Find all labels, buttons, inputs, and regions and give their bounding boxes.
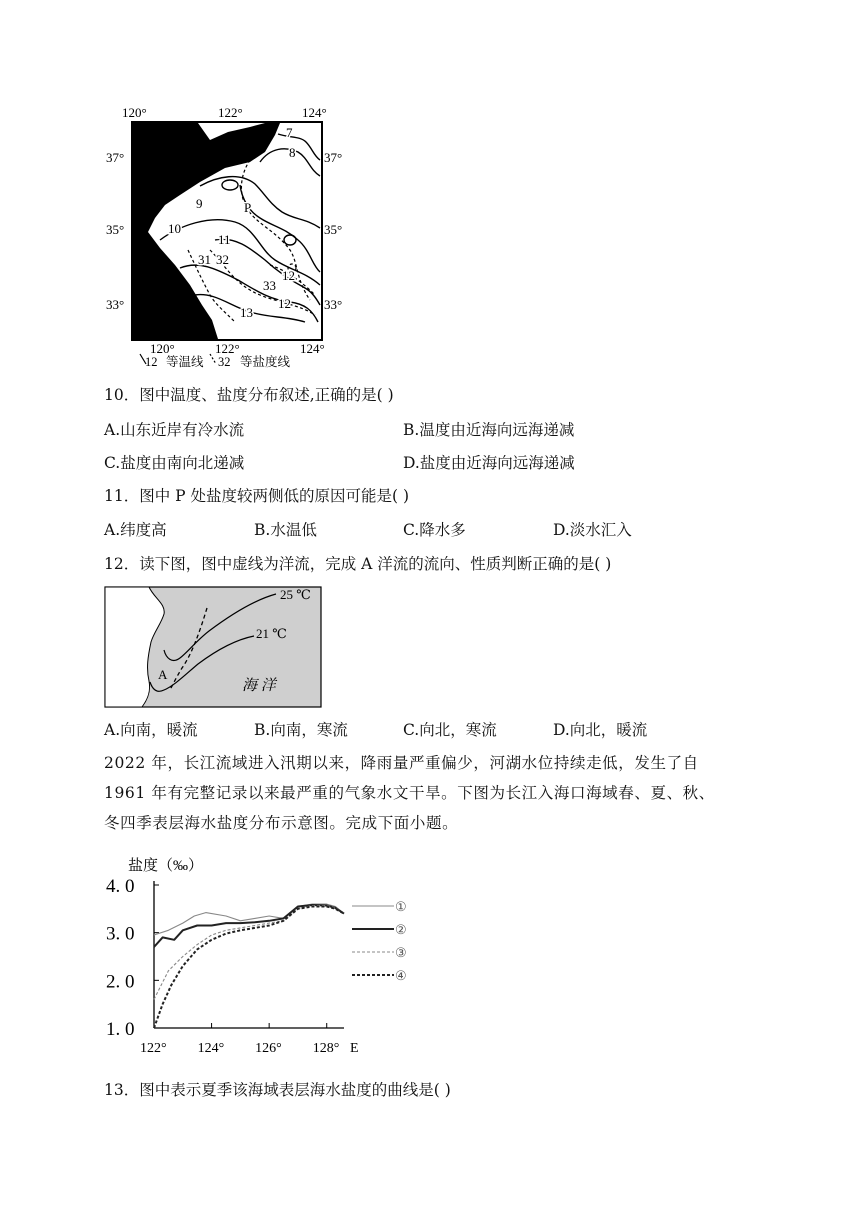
q10-option-c[interactable]: C.盐度由南向北递减 [104,454,245,472]
map1-lat-right-1: 35° [324,222,343,237]
map1-lon-top-0: 120° [122,105,147,120]
map1-isotherm-label: 8 [289,145,296,160]
q12-option-a[interactable]: A.向南，暖流 [104,721,198,739]
chart-legend-label-3: ③ [395,945,407,960]
chart-y-tick-label: 4. 0 [106,876,135,897]
map1-isotherm-label: 11 [218,232,231,247]
isotherm-isohaline-map [100,100,360,375]
map1-lon-bottom-1: 122° [215,341,240,356]
map1-lon-bottom-2: 124° [300,341,325,356]
map1-isotherm-label: 12 [282,268,295,283]
map1-lon-top-2: 124° [302,105,327,120]
chart-y-tick-label: 2. 0 [106,971,135,993]
map2-iso-25-label: 25 ℃ [280,587,311,602]
chart-y-tick-label: 3. 0 [106,923,135,945]
chart-legend-label-4: ④ [395,968,407,983]
map1-legend-iso-num: 12 [145,355,158,369]
salinity-chart [104,848,424,1063]
q10-option-d[interactable]: D.盐度由近海向远海递减 [403,454,575,472]
q10-option-b[interactable]: B.温度由近海向远海递减 [403,421,575,439]
q11-option-b[interactable]: B.水温低 [254,521,317,539]
map1-isotherm-label: 7 [286,125,293,140]
map1-lon-top-1: 122° [218,105,243,120]
map1-legend-iso-text: 等温线 [166,355,204,369]
q11-stem: 11．图中 P 处盐度较两侧低的原因可能是( ) [104,487,410,505]
map1-isohaline-label: 31 [198,252,211,267]
map1-isotherm-label: 13 [240,305,253,320]
chart-x-label: E [350,1041,359,1056]
q11-option-c[interactable]: C.降水多 [403,521,466,539]
map1-isotherm-label: 12 [278,296,291,311]
map1-lat-right-0: 37° [324,150,343,165]
q12-option-c[interactable]: C.向北，寒流 [403,721,497,739]
q10-option-a[interactable]: A.山东近岸有冷水流 [104,421,245,439]
chart-legend-label-1: ① [395,899,407,914]
chart-series [154,904,344,1028]
q12-stem: 12．读下图，图中虚线为洋流，完成 A 洋流的流向、性质判断正确的是( ) [104,555,612,573]
chart-ticks [106,876,359,1056]
map1-lon-bottom-0: 120° [150,341,175,356]
map1-isotherm-label: 10 [168,221,181,236]
q10-stem: 10．图中温度、盐度分布叙述,正确的是( ) [104,386,394,404]
map1-lat-left-0: 37° [106,150,125,165]
intro-line-2: 1961 年有完整记录以来最严重的气象水文干旱。下图为长江入海口海域春、夏、秋、 [104,784,715,802]
map2-sea-label: 海 洋 [242,678,276,694]
chart-axes [154,881,344,1028]
map2-iso-21-label: 21 ℃ [256,626,287,641]
map1-lat-left-2: 33° [106,297,125,312]
map1-isohaline-label: 32 [216,252,229,267]
q13-stem: 13．图中表示夏季该海域表层海水盐度的曲线是( ) [104,1081,451,1099]
chart-x-tick-label: 122° [140,1041,167,1056]
chart-x-tick-label: 128° [312,1041,340,1056]
chart-legend [352,899,407,983]
q12-option-b[interactable]: B.向南，寒流 [254,721,348,739]
chart-x-tick-label: 126° [255,1041,282,1056]
chart-x-tick-label: 124° [197,1041,225,1056]
chart-legend-label-2: ② [395,922,407,937]
q12-option-d[interactable]: D.向北，暖流 [553,721,648,739]
q11-option-d[interactable]: D.淡水汇入 [553,521,632,539]
map1-legend-hal-text: 等盐度线 [240,355,291,369]
intro-paragraph [104,748,784,838]
map1-isohaline-label: 33 [263,278,276,293]
intro-line-3: 冬四季表层海水盐度分布示意图。完成下面小题。 [104,814,459,832]
chart-y-tick-label: 1. 0 [106,1019,135,1040]
chart-y-label: 盐度（‰） [128,858,204,874]
map1-legend [140,354,291,369]
map1-lat-left-1: 35° [106,222,125,237]
intro-line-1: 2022 年，长江流域进入汛期以来，降雨量严重偏少，河湖水位持续走低，发生了自 [104,754,699,772]
chart-series-line-4 [154,907,344,1029]
map1-isotherm-label: 9 [196,196,203,211]
map1-legend-hal-num: 32 [218,355,231,369]
ocean-current-map [104,586,322,708]
q11-option-a[interactable]: A.纬度高 [104,521,167,539]
map1-lat-right-2: 33° [324,297,343,312]
map2-point-a: A [158,667,168,682]
map1-point-p: P [244,200,252,215]
